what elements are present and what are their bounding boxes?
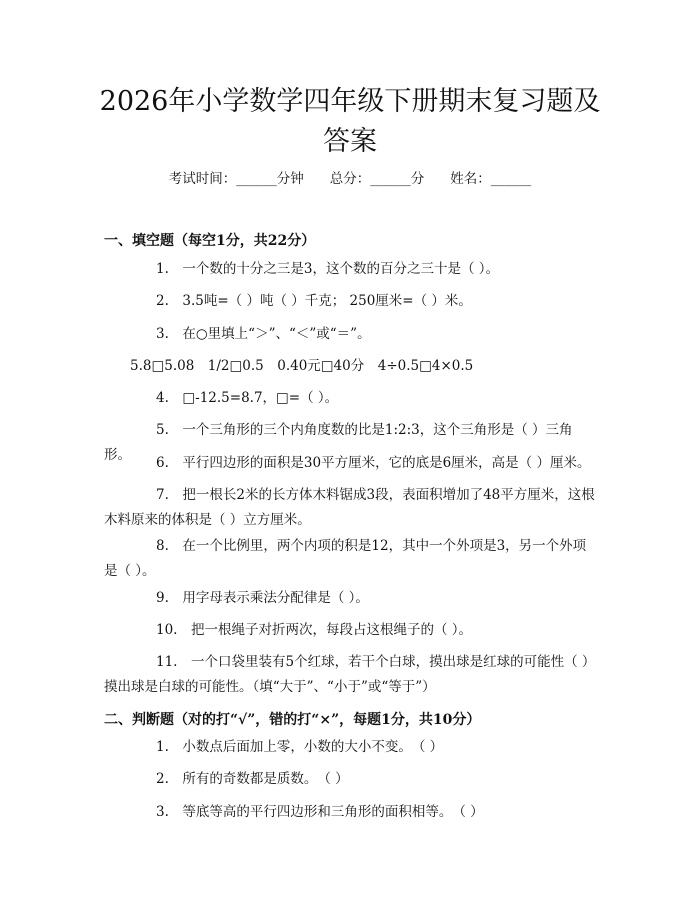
question-1-7 [104,483,596,533]
student-name-field: 姓名：______ [450,171,532,187]
section-heading-true-false: 二、判断题（对的打“√”，错的打“×”，每题1分，共10分） [104,712,481,728]
exam-meta [0,167,700,187]
exam-time-field: 考试时间：______分钟 [168,171,304,187]
section-heading-fill-blank: 一、填空题（每空1分，共22分） [104,233,316,249]
question-number: 5. [156,422,169,438]
question-text: 平行四边形的面积是30平方厘米，它的底是6厘米，高是（ ）厘米。 [182,455,591,471]
question-number: 2. [156,293,169,309]
question-1-10 [104,618,596,643]
question-1-3 [104,322,596,347]
question-text: 在○里填上“＞”、“＜”或“＝”。 [182,326,371,342]
question-1-1 [104,257,596,282]
total-score-field: 总分：______分 [329,171,425,187]
question-number: 1. [156,739,169,755]
question-text: 所有的奇数都是质数。 （ ） [182,771,349,787]
question-text: □-12.5=8.7，□=（ ）。 [182,390,339,406]
question-1-2 [104,289,596,314]
question-1-9 [104,586,596,611]
question-number: 11. [156,654,178,670]
question-text: 一个口袋里装有5个红球，若干个白球，摸出球是红球的可能性（ ）摸出球是白球的可能性。（填“大于”、“小于”或“等于”） [104,654,596,695]
question-text: 把一根绳子对折两次，每段占这根绳子的（ ）。 [190,622,473,638]
question-number: 1. [156,261,169,277]
question-number: 6. [156,455,169,471]
question-text: 等底等高的平行四边形和三角形的面积相等。 （ ） [182,804,484,820]
question-2-2 [104,767,596,792]
question-text: 把一根长2米的长方体木料锯成3段，表面积增加了48平方厘米，这根木料原来的体积是（ ）立方厘米。 [104,487,595,528]
question-number: 8. [156,538,169,554]
question-text: 一个数的十分之三是3，这个数的百分之三十是（ ）。 [182,261,500,277]
question-1-11 [104,650,596,700]
question-number: 10. [156,622,178,638]
question-number: 4. [156,390,169,406]
question-text: 用字母表示乘法分配律是（ ）。 [182,590,369,606]
question-1-3-comparisons: 5.8□5.08 1/2□0.5 0.40元□40分 4÷0.5□4×0.5 [130,358,474,374]
question-number: 3. [156,804,169,820]
question-number: 2. [156,771,169,787]
question-number: 3. [156,326,169,342]
question-1-6 [104,451,596,476]
question-text: 小数点后面加上零，小数的大小不变。 （ ） [182,739,444,755]
question-2-1 [104,735,596,760]
question-text: 一个三角形的三个内角度数的比是1:2:3，这个三角形是（ ）三角形。 [104,422,573,463]
question-number: 9. [156,590,169,606]
page-title: 2026年小学数学四年级下册期末复习题及答案 [99,86,601,157]
question-text: 3.5吨=（ ）吨（ ）千克； 250厘米=（ ）米。 [182,293,472,309]
question-number: 7. [156,487,169,503]
question-text: 在一个比例里，两个内项的积是12，其中一个外项是3，另一个外项是（ ）。 [104,538,587,579]
question-1-8 [104,534,596,584]
question-2-3 [104,800,596,825]
question-1-4 [104,386,596,411]
